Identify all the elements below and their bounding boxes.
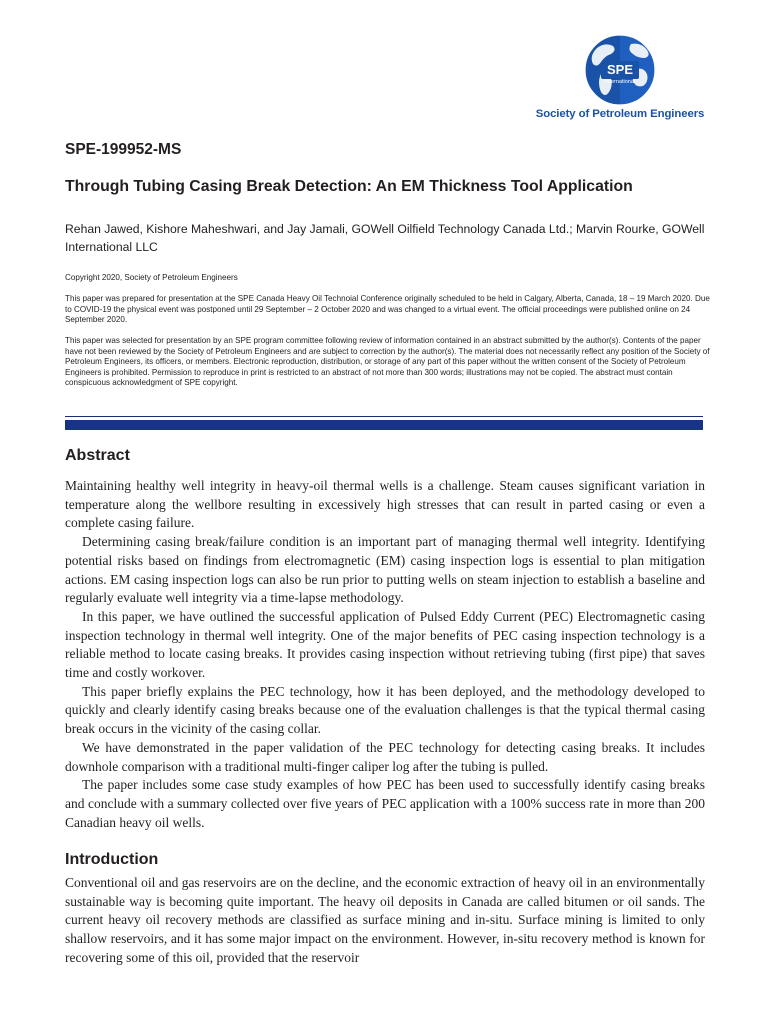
logo-text: SPE: [606, 62, 634, 77]
paper-title: Through Tubing Casing Break Detection: An EM Thickness Tool Application: [65, 178, 633, 195]
divider-thin: [65, 416, 703, 417]
abstract-paragraph: Maintaining healthy well integrity in heavy-oil thermal wells is a challenge. Steam causes significant variation in temperature along the wellbore resulting in excessively high stresses that can result in parted casing or even a complete casing failure.: [65, 478, 705, 531]
spe-logo: [535, 30, 705, 125]
abstract-paragraph: Determining casing break/failure condition is an important part of managing thermal well integrity. Identifying potential risks based on findings from electromagnetic (EM) casing inspection logs is essential to plan mitigation actions. EM casing inspection logs can also be run prior to putting wells on steam injection to establish a baseline and regularly evaluate well integrity via a time-lapse methodology.: [65, 534, 705, 606]
introduction-paragraph: Conventional oil and gas reservoirs are on the decline, and the economic extraction of heavy oil in an environmentally sustainable way is becoming quite important. The heavy oil deposits in Canada are called bitumen or oil sands. The current heavy oil recovery methods are classified as surface mining and in-situ. Surface mining is limited to only shallow reservoirs, and it has some major impact on the environment. However, in-situ recovery method is known for recovering some of this oil, provided that the reservoir: [65, 875, 705, 965]
logo-subtext: International: [604, 79, 636, 85]
reproduction-notice: This paper was selected for presentation by an SPE program committee following review of information contained in an abstract submitted by the author(s). Contents of the paper have not been reviewed by the Society of Petroleum Engineers and are subject to correction by the author(s). The material does not necessarily reflect any position of the Society of Petroleum Engineers, its officers, or members. Electronic reproduction, distribution, or storage of any part of this paper without the written consent of the Society of Petroleum Engineers is prohibited. Permission to reproduce in print is restricted to an abstract of not more than 300 words; illustrations may not be copied. The abstract must contain conspicuous acknowledgment of SPE copyright.: [65, 336, 710, 388]
abstract-paragraph: In this paper, we have outlined the successful application of Pulsed Eddy Current (PEC) Electromagnetic casing inspection technology in thermal well integrity. One of the major benefits of PEC casing inspection technology is a reliable method to locate casing breaks. It provides casing inspection without retrieving tubing (first pipe) that saves time and costly workover.: [65, 608, 705, 681]
copyright-line: Copyright 2020, Society of Petroleum Engineers: [65, 273, 238, 282]
abstract-paragraph: The paper includes some case study examples of how PEC has been used to successfully identify casing breaks and conclude with a summary collected over five years of PEC application with a 100% success rate in more than 200 Canadian heavy oil wells.: [65, 777, 705, 830]
divider-bar: [65, 420, 703, 430]
author-list: Rehan Jawed, Kishore Maheshwari, and Jay Jamali, GOWell Oilfield Technology Canada Ltd.; Marvin Rourke, GOWell International LLC: [65, 222, 705, 254]
abstract-body: [65, 477, 705, 832]
introduction-body: [65, 874, 705, 968]
society-name: Society of Petroleum Engineers: [535, 108, 705, 120]
globe-icon: [535, 30, 705, 110]
paper-id: SPE-199952-MS: [65, 141, 182, 158]
abstract-heading: Abstract: [65, 447, 130, 464]
abstract-paragraph: This paper briefly explains the PEC technology, how it has been deployed, and the methodology developed to quickly and clearly identify casing breaks because one of the evaluation challenges is that the typical thermal casing break occurs in the vicinity of the casing collar.: [65, 683, 705, 737]
introduction-heading: Introduction: [65, 851, 159, 868]
conference-notice: This paper was prepared for presentation at the SPE Canada Heavy Oil Technoial Conference originally scheduled to be held in Calgary, Alberta, Canada, 18 – 19 March 2020. Due to COVID-19 the physical event was postponed until 29 September – 2 October 2020 and was changed to a virtual event. The official proceedings were published online on 24 September 2020.: [65, 294, 710, 325]
abstract-paragraph: We have demonstrated in the paper validation of the PEC technology for detecting casing breaks. It includes downhole comparison with a traditional multi-finger caliper log after the tubing is pulled.: [65, 739, 705, 774]
